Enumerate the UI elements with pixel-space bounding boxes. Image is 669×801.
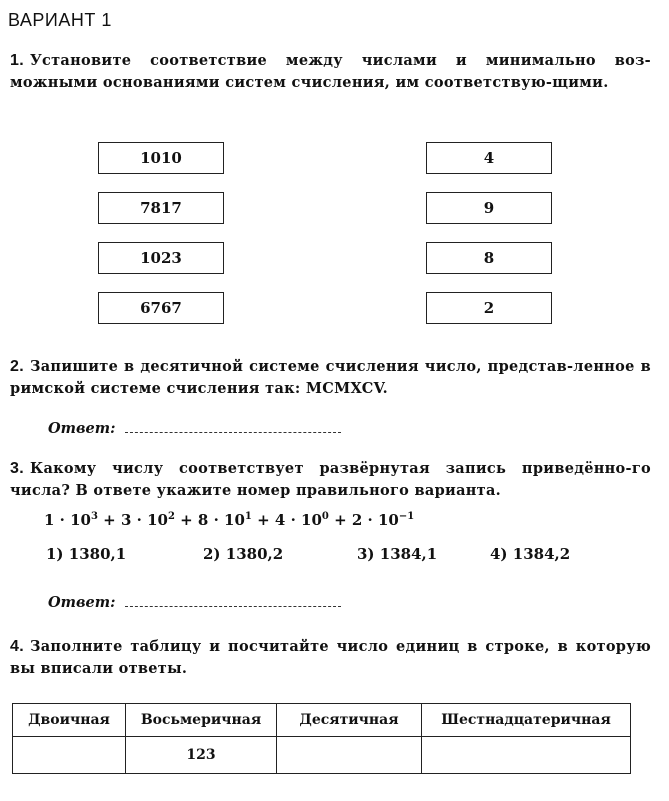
answer-line[interactable] <box>125 592 341 607</box>
header-octal: Восьмеричная <box>126 704 277 737</box>
base-box: 4 <box>426 142 552 174</box>
answer-option-3: 3) 1384,1 <box>357 545 438 563</box>
variant-title: ВАРИАНТ 1 <box>8 10 112 30</box>
cell-binary[interactable] <box>13 737 126 774</box>
answer-field[interactable] <box>48 592 341 611</box>
answer-option-4: 4) 1384,2 <box>490 545 571 563</box>
header-hex: Шестнадцатеричная <box>422 704 631 737</box>
task-number: 3. <box>10 460 24 477</box>
answer-option-2: 2) 1380,2 <box>203 545 284 563</box>
answer-label: Ответ: <box>48 594 116 611</box>
task-text: Какому числу соответствует развёрнутая запись приведённо-го числа? В ответе укажите номер правильного варианта. <box>10 460 651 499</box>
header-decimal: Десятичная <box>277 704 422 737</box>
answer-option-1: 1) 1380,1 <box>46 545 127 563</box>
number-box: 1010 <box>98 142 224 174</box>
base-box: 9 <box>426 192 552 224</box>
base-box: 2 <box>426 292 552 324</box>
task-number: 1. <box>10 52 24 69</box>
task-4: 4. Заполните таблицу и посчитайте число единиц в строке, в которую вы вписали ответы. <box>10 638 651 677</box>
table-row <box>13 737 631 774</box>
cell-octal: 123 <box>126 737 277 774</box>
conversion-table <box>12 703 631 774</box>
task-number: 4. <box>10 638 24 655</box>
cell-decimal[interactable] <box>277 737 422 774</box>
task-3 <box>10 458 651 502</box>
number-box: 1023 <box>98 242 224 274</box>
answer-field[interactable] <box>48 418 341 437</box>
header-binary: Двоичная <box>13 704 126 737</box>
table-header-row <box>13 704 631 737</box>
expanded-formula: $1 \cdot 10^3 + 3 \cdot 10^2 + 8 \cdot 10^1 + 4 \cdot 10^0 + 2 \cdot 10^{-1}$ <box>44 511 415 529</box>
task-1 <box>10 50 651 94</box>
number-box: 7817 <box>98 192 224 224</box>
task-number: 2. <box>10 358 24 375</box>
cell-hex[interactable] <box>422 737 631 774</box>
keyword: единиц <box>396 638 460 655</box>
number-box: 6767 <box>98 292 224 324</box>
task-text: Установите соответствие между числами и минимально воз-можными основаниями систем счисления, им соответствую-щими. <box>10 52 651 91</box>
base-box: 8 <box>426 242 552 274</box>
answer-line[interactable] <box>125 418 341 433</box>
task-2 <box>10 356 651 400</box>
answer-label: Ответ: <box>48 420 116 437</box>
task-text: Запишите в десятичной системе счисления число, представ-ленное в римской системе счисления так: MCMXCV. <box>10 358 651 397</box>
